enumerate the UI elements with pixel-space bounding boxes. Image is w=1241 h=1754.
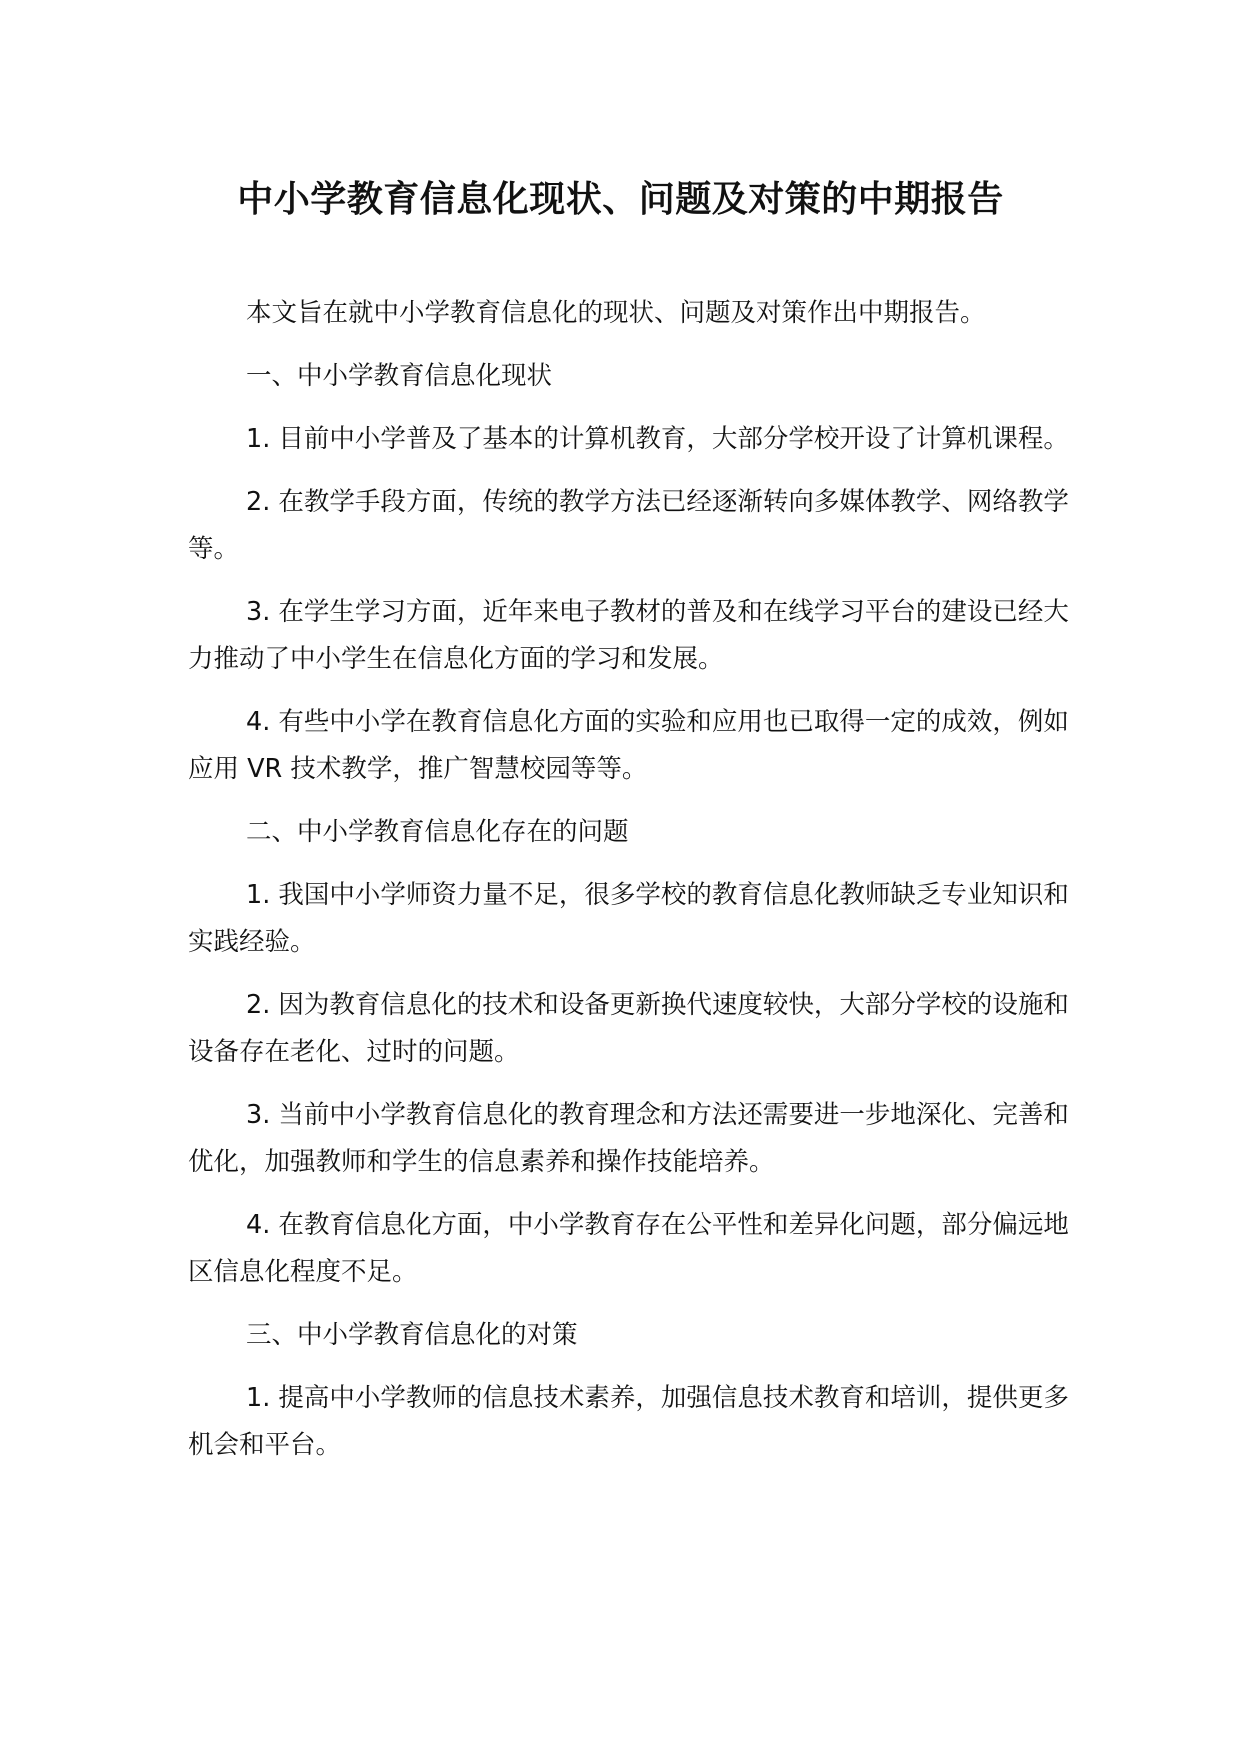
list-item: 3. 在学生学习方面，近年来电子教材的普及和在线学习平台的建设已经大力推动了中小学生在信息化方面的学习和发展。 [188,597,1069,674]
list-item: 4. 在教育信息化方面，中小学教育存在公平性和差异化问题，部分偏远地区信息化程度不足。 [188,1210,1069,1287]
intro-paragraph: 本文旨在就中小学教育信息化的现状、问题及对策作出中期报告。 [246,298,986,328]
list-item: 1. 提高中小学教师的信息技术素养，加强信息技术教育和培训，提供更多机会和平台。 [188,1383,1069,1460]
document-title: 中小学教育信息化现状、问题及对策的中期报告 [237,179,1004,220]
section-heading-problems: 二、中小学教育信息化存在的问题 [246,817,629,847]
document-body [188,290,1078,1485]
list-item: 2. 在教学手段方面，传统的教学方法已经逐渐转向多媒体教学、网络教学等。 [188,487,1069,564]
list-item: 4. 有些中小学在教育信息化方面的实验和应用也已取得一定的成效，例如应用 VR 技术教学，推广智慧校园等等。 [188,707,1069,784]
list-item: 1. 我国中小学师资力量不足，很多学校的教育信息化教师缺乏专业知识和实践经验。 [188,880,1069,957]
section-heading-status: 一、中小学教育信息化现状 [246,361,553,391]
list-item: 3. 当前中小学教育信息化的教育理念和方法还需要进一步地深化、完善和优化，加强教师和学生的信息素养和操作技能培养。 [188,1100,1069,1177]
list-item: 1. 目前中小学普及了基本的计算机教育，大部分学校开设了计算机课程。 [246,424,1069,454]
section-heading-countermeasures: 三、中小学教育信息化的对策 [246,1320,578,1350]
list-item: 2. 因为教育信息化的技术和设备更新换代速度较快，大部分学校的设施和设备存在老化、过时的问题。 [188,990,1069,1067]
